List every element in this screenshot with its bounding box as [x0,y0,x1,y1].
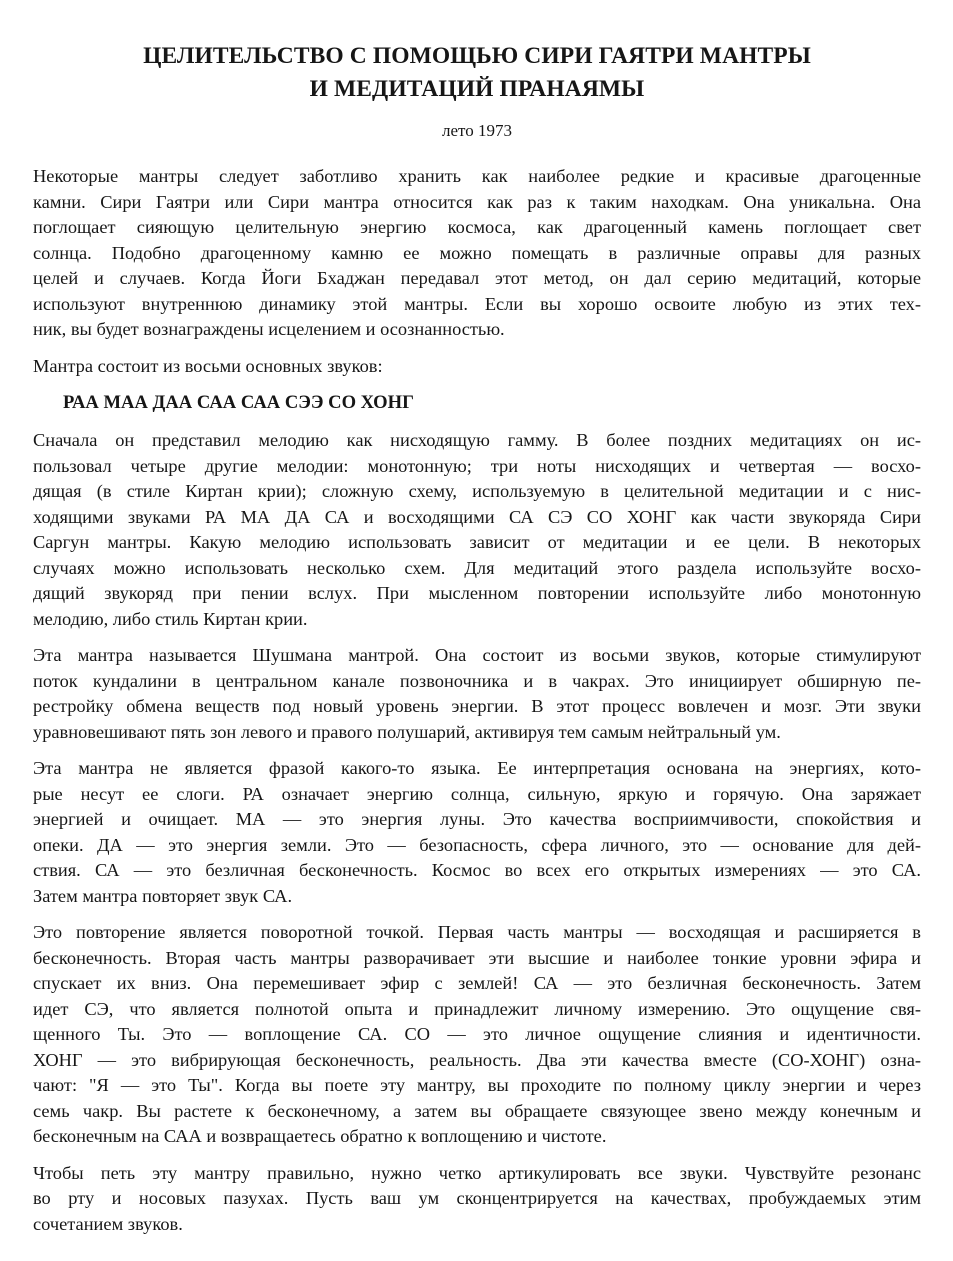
paragraph-line: во рту и носовых пазухах. Пусть ваш ум сконцентрируется на качествах, пробуждаемых этим [33,1188,921,1208]
paragraph [33,756,921,909]
paragraph-line: случаях можно использовать несколько схем. Для медитаций этого раздела используйте восхо- [33,557,921,578]
paragraph [33,1161,921,1238]
paragraph-line: Сначала он представил мелодию как нисходящую гамму. В более поздних медитациях он ис- [33,430,921,450]
paragraph-line: солнца. Подобно драгоценному камню ее можно помещать в различные оправы для разных [33,242,921,263]
title-line-2: И МЕДИТАЦИЙ ПРАНАЯМЫ [309,76,645,102]
paragraph-line: бесконечным на САА и возвращаетесь обратно к воплощению и чистоте. [33,1126,607,1146]
document-date: лето 1973 [442,121,512,140]
paragraph-line: поглощает сияющую целительную энергию космоса, как драгоценный камень поглощает свет [33,217,921,237]
paragraph-line: Эта мантра называется Шушмана мантрой. Она состоит из восьми звуков, которые стимулируют [33,645,921,665]
paragraph-line: используют внутреннюю динамику этой мантры. Если вы хорошо освоите любую из этих тех- [33,293,921,314]
paragraph-line: сочетанием звуков. [33,1213,183,1234]
paragraph-line: дящий звукоряд при пении вслух. При мысленном повторении используйте либо монотонную [33,583,921,603]
paragraph [33,643,921,745]
mantra-text: РАА МАА ДАА САА САА СЭЭ СО ХОНГ [63,392,414,413]
paragraph-line: целей и случаев. Когда Йоги Бхаджан передавал этот метод, он дал серию медитаций, которые [33,268,921,288]
paragraph-line: семь чакр. Вы растете к бесконечному, а затем вы обращаете связующее звено между конечным и [33,1100,921,1121]
paragraph-line: рестройку обмена веществ под новый уровень энергии. В этот процесс вовлечен и мозг. Эти звуки [33,696,921,716]
paragraph-line: Эта мантра не является фразой какого-то языка. Ее интерпретация основана на энергиях, кото- [33,758,921,778]
document-title [33,40,921,106]
paragraph-line: щенного Ты. Это — воплощение СА. СО — это личное ощущение слияния и идентичности. [33,1024,921,1044]
paragraph-line: ствия. СА — это безличная бесконечность. Космос во всех его открытых измерениях — это СА. [33,860,921,880]
paragraph-line: спускает их вниз. Она перемешивает эфир с землей! СА — это безличная бесконечность. Затем [33,973,921,993]
paragraph-line: Это повторение является поворотной точкой. Первая часть мантры — восходящая и расширяется в [33,922,921,942]
paragraph-line: чают: "Я — это Ты". Когда вы поете эту мантру, вы проходите по полному циклу энергии и через [33,1075,921,1095]
paragraph [33,164,921,343]
paragraph [33,428,921,632]
paragraph-line: Некоторые мантры следует заботливо хранить как наиболее редкие и красивые драгоценные [33,166,921,186]
paragraph-line: Чтобы петь эту мантру правильно, нужно четко артикулировать все звуки. Чувствуйте резонанс [33,1162,921,1183]
paragraph-line: пользовал четыре другие мелодии: монотонную; три ноты нисходящих и четвертая — восхо- [33,455,921,476]
intro-section [33,164,921,379]
paragraph-line: ник, вы будет вознаграждены исцелением и осознанностью. [33,319,505,339]
paragraph-line: энергией и очищает. МА — это энергия луны. Это качества восприимчивости, спокойствия и [33,809,921,829]
paragraph-line: ходящими звуками РА МА ДА СА и восходящими СА СЭ СО ХОНГ как части звукоряда Сири [33,506,921,527]
paragraph-line: Мантра состоит из восьми основных звуков: [33,355,383,376]
paragraph-line: дящая (в стиле Киртан крии); сложную схему, используемую в целительной медитации и с нис- [33,481,921,501]
paragraph-line: рые несут ее слоги. РА означает энергию солнца, сильную, яркую и горячую. Она заряжает [33,783,921,804]
paragraph-line: Затем мантра повторяет звук СА. [33,885,293,906]
paragraph-line: камни. Сири Гаятри или Сири мантра относится как раз к таким находкам. Она уникальна. Она [33,191,921,212]
paragraph-line: Саргун мантры. Какую мелодию использовать зависит от медитации и ее цели. В некоторых [33,532,921,552]
paragraph-line: ХОНГ — это вибрирующая бесконечность, реальность. Два эти качества вместе (СО-ХОНГ) озна- [33,1049,921,1070]
paragraph [33,920,921,1150]
paragraph-line: уравновешивают пять зон левого и правого полушарий, активируя тем самым нейтральный ум. [33,721,781,742]
paragraph-line: поток кундалини в центральном канале позвоночника и в чакрах. Это инициирует обширную пе- [33,670,921,691]
body-section [33,428,921,1237]
title-line-1: ЦЕЛИТЕЛЬСТВО С ПОМОЩЬЮ СИРИ ГАЯТРИ МАНТРЫ [143,43,811,69]
paragraph-line: бесконечность. Вторая часть мантры разворачивает эти высшие и наиболее тонкие уровни эфира и [33,947,921,968]
paragraph-line: мелодию, либо стиль Киртан крии. [33,608,308,629]
paragraph [33,354,921,380]
paragraph-line: опеки. ДА — это энергия земли. Это — безопасность, сфера личного, это — основание для дей- [33,834,921,855]
paragraph-line: идет СЭ, что является полнотой опыта и принадлежит личному измерению. Это ощущение свя- [33,998,921,1019]
